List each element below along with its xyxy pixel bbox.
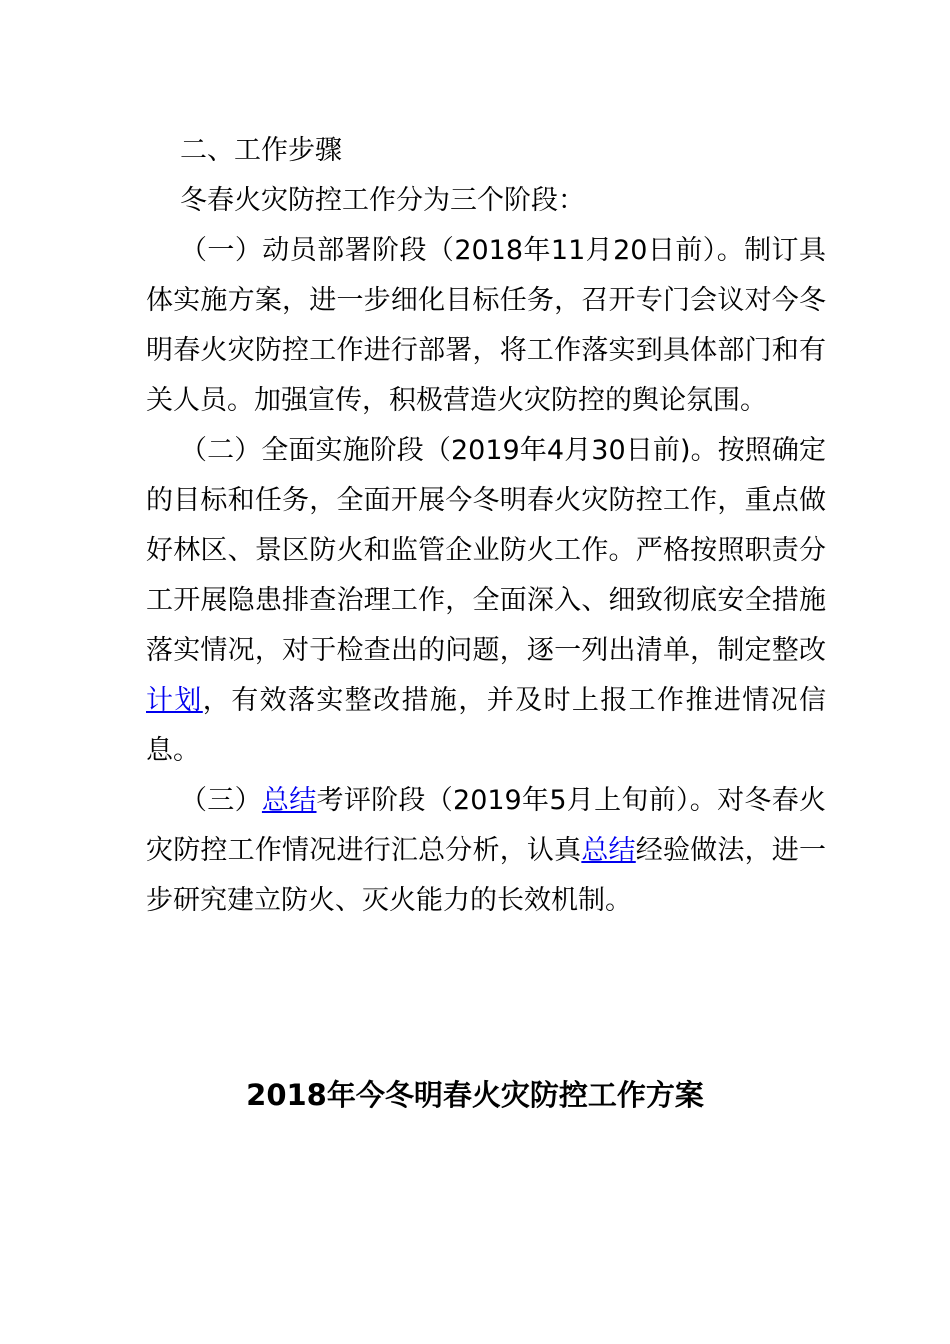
stage1-paragraph: （一）动员部署阶段（2018年11月20日前）。制订具体实施方案，进一步细化目标任务，召开专门会议对今冬明春火灾防控工作进行部署，将工作落实到具体部门和有关人员。加强宣传，积极营造火灾防控的舆论氛围。 — [146, 235, 826, 416]
summary-link-1[interactable]: 总结 — [261, 785, 317, 816]
intro-paragraph: 冬春火灾防控工作分为三个阶段： — [180, 185, 585, 216]
summary-link-2[interactable]: 总结 — [581, 835, 636, 866]
section-heading: 二、工作步骤 — [180, 135, 342, 166]
stage3-prefix: （三） — [180, 785, 262, 816]
stage2-text-after: ，有效落实整改措施，并及时上报工作推进情况信息。 — [146, 685, 827, 766]
stage3-text-after: 经验做法，进一步研究建立防火、灭火能力的长效机制。 — [146, 835, 827, 916]
document-body — [146, 126, 826, 926]
stage2-text-before: （二）全面实施阶段（2019年4月30日前)。按照确定的目标和任务，全面开展今冬明春火灾防控工作，重点做好林区、景区防火和监管企业防火工作。严格按照职责分工开展隐患排查治理工作，全面深入、细致彻底安全措施落实情况，对于检查出的问题，逐一列出清单，制定整改 — [146, 435, 826, 666]
document-title: 2018年今冬明春火灾防控工作方案 — [246, 1078, 704, 1112]
stage3-text-middle: 考评阶段（2019年5月上旬前）。对冬春火灾防控工作情况进行汇总分析，认真 — [146, 785, 827, 866]
plan-link[interactable]: 计划 — [146, 685, 203, 716]
stage2-paragraph — [146, 426, 826, 776]
stage3-paragraph — [146, 776, 826, 926]
